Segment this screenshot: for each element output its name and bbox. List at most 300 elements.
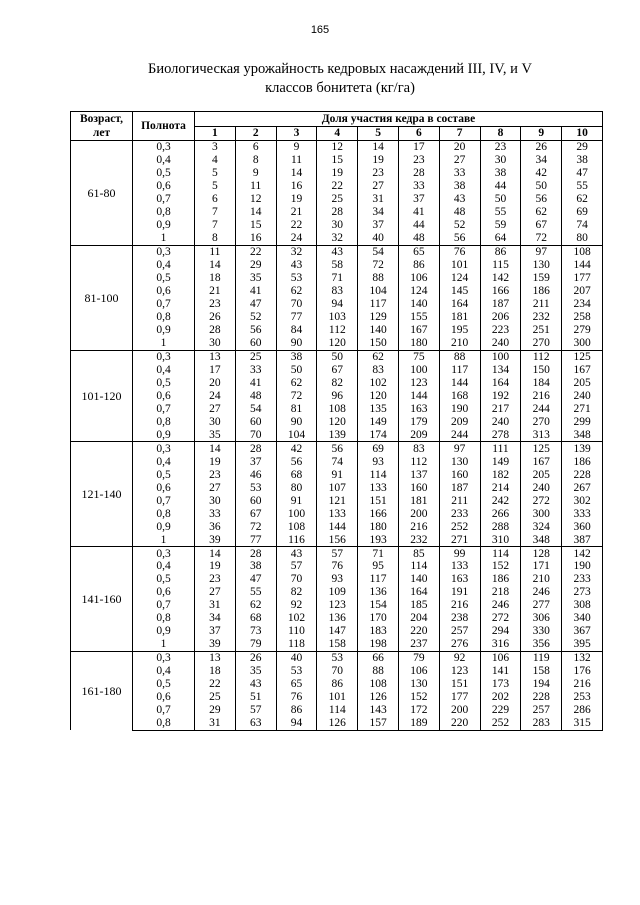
yield-cell: 348 xyxy=(521,533,562,546)
yield-cell: 84 xyxy=(276,324,317,337)
yield-cell: 15 xyxy=(235,219,276,232)
density-cell: 0,5 xyxy=(133,573,195,586)
yield-cell: 271 xyxy=(562,402,603,415)
yield-cell: 74 xyxy=(317,455,358,468)
yield-cell: 52 xyxy=(439,219,480,232)
yield-cell: 209 xyxy=(398,428,439,441)
yield-cell: 356 xyxy=(521,638,562,651)
yield-cell: 71 xyxy=(358,547,399,560)
yield-cell: 26 xyxy=(521,141,562,154)
yield-cell: 28 xyxy=(195,324,236,337)
yield-cell: 37 xyxy=(235,455,276,468)
yield-cell: 33 xyxy=(439,167,480,180)
yield-cell: 168 xyxy=(439,389,480,402)
yield-cell: 205 xyxy=(521,468,562,481)
table-row xyxy=(71,180,603,193)
yield-cell: 20 xyxy=(195,376,236,389)
yield-cell: 246 xyxy=(521,586,562,599)
yield-cell: 80 xyxy=(562,232,603,245)
yield-cell: 25 xyxy=(235,350,276,363)
table-row xyxy=(71,141,603,154)
yield-cell: 324 xyxy=(521,520,562,533)
yield-cell: 102 xyxy=(276,612,317,625)
table-row xyxy=(71,547,603,560)
table-row xyxy=(71,507,603,520)
yield-cell: 60 xyxy=(235,415,276,428)
age-group-cell: 81-100 xyxy=(71,245,133,350)
yield-cell: 75 xyxy=(398,350,439,363)
yield-cell: 63 xyxy=(235,717,276,730)
yield-cell: 41 xyxy=(235,376,276,389)
yield-cell: 194 xyxy=(521,678,562,691)
table-row xyxy=(71,167,603,180)
yield-cell: 94 xyxy=(317,298,358,311)
yield-cell: 330 xyxy=(521,625,562,638)
yield-cell: 163 xyxy=(398,402,439,415)
yield-cell: 102 xyxy=(358,376,399,389)
table-row xyxy=(71,560,603,573)
header-share: Доля участия кедра в составе xyxy=(195,112,603,127)
yield-cell: 40 xyxy=(276,651,317,664)
density-cell: 0,8 xyxy=(133,507,195,520)
yield-cell: 43 xyxy=(317,245,358,258)
yield-cell: 124 xyxy=(398,285,439,298)
yield-cell: 38 xyxy=(276,350,317,363)
density-cell: 0,6 xyxy=(133,481,195,494)
density-cell: 0,3 xyxy=(133,651,195,664)
yield-cell: 43 xyxy=(235,678,276,691)
table-row xyxy=(71,638,603,651)
yield-cell: 210 xyxy=(439,337,480,350)
yield-cell: 55 xyxy=(562,180,603,193)
yield-cell: 16 xyxy=(235,232,276,245)
yield-cell: 101 xyxy=(317,691,358,704)
table-row xyxy=(71,311,603,324)
yield-cell: 160 xyxy=(439,468,480,481)
yield-cell: 279 xyxy=(562,324,603,337)
table-row xyxy=(71,415,603,428)
yield-cell: 11 xyxy=(235,180,276,193)
yield-cell: 126 xyxy=(358,691,399,704)
table-row xyxy=(71,376,603,389)
yield-cell: 30 xyxy=(195,494,236,507)
yield-cell: 31 xyxy=(195,599,236,612)
yield-cell: 257 xyxy=(521,704,562,717)
table-row xyxy=(71,520,603,533)
yield-cell: 86 xyxy=(398,259,439,272)
yield-cell: 54 xyxy=(235,402,276,415)
yield-cell: 28 xyxy=(235,442,276,455)
yield-cell: 246 xyxy=(480,599,521,612)
yield-cell: 190 xyxy=(562,560,603,573)
yield-cell: 108 xyxy=(358,678,399,691)
density-cell: 0,5 xyxy=(133,167,195,180)
density-cell: 0,8 xyxy=(133,612,195,625)
yield-cell: 53 xyxy=(235,481,276,494)
yield-cell: 12 xyxy=(235,193,276,206)
density-cell: 0,7 xyxy=(133,494,195,507)
yield-cell: 11 xyxy=(195,245,236,258)
table-row xyxy=(71,350,603,363)
table-row xyxy=(71,324,603,337)
header-share-5: 5 xyxy=(358,126,399,141)
yield-cell: 267 xyxy=(562,481,603,494)
yield-cell: 316 xyxy=(480,638,521,651)
yield-cell: 272 xyxy=(480,612,521,625)
table-row xyxy=(71,678,603,691)
yield-cell: 191 xyxy=(439,586,480,599)
yield-cell: 8 xyxy=(235,154,276,167)
yield-cell: 27 xyxy=(195,481,236,494)
yield-cell: 103 xyxy=(317,311,358,324)
yield-cell: 123 xyxy=(439,665,480,678)
yield-cell: 9 xyxy=(276,141,317,154)
yield-cell: 22 xyxy=(276,219,317,232)
yield-cell: 93 xyxy=(317,573,358,586)
table-row xyxy=(71,389,603,402)
yield-cell: 136 xyxy=(358,586,399,599)
header-share-1: 1 xyxy=(195,126,236,141)
yield-cell: 114 xyxy=(480,547,521,560)
yield-cell: 240 xyxy=(480,337,521,350)
yield-cell: 90 xyxy=(276,337,317,350)
yield-cell: 56 xyxy=(521,193,562,206)
yield-cell: 15 xyxy=(317,154,358,167)
density-cell: 0,3 xyxy=(133,141,195,154)
yield-cell: 184 xyxy=(521,376,562,389)
table-row xyxy=(71,665,603,678)
yield-cell: 23 xyxy=(398,154,439,167)
yield-cell: 31 xyxy=(358,193,399,206)
yield-cell: 27 xyxy=(358,180,399,193)
yield-cell: 141 xyxy=(480,665,521,678)
yield-cell: 21 xyxy=(276,206,317,219)
yield-cell: 14 xyxy=(276,167,317,180)
density-cell: 0,4 xyxy=(133,259,195,272)
yield-cell: 200 xyxy=(398,507,439,520)
yield-cell: 158 xyxy=(521,665,562,678)
yield-cell: 19 xyxy=(317,167,358,180)
table-row xyxy=(71,402,603,415)
yield-cell: 229 xyxy=(480,704,521,717)
yield-cell: 23 xyxy=(358,167,399,180)
yield-cell: 272 xyxy=(521,494,562,507)
yield-cell: 5 xyxy=(195,180,236,193)
yield-cell: 104 xyxy=(276,428,317,441)
yield-cell: 56 xyxy=(317,442,358,455)
yield-cell: 23 xyxy=(195,468,236,481)
yield-cell: 216 xyxy=(439,599,480,612)
table-row xyxy=(71,285,603,298)
yield-cell: 134 xyxy=(480,363,521,376)
yield-cell: 119 xyxy=(521,651,562,664)
density-cell: 0,5 xyxy=(133,376,195,389)
yield-cell: 152 xyxy=(398,691,439,704)
yield-cell: 77 xyxy=(276,311,317,324)
yield-cell: 5 xyxy=(195,167,236,180)
yield-cell: 17 xyxy=(398,141,439,154)
yield-cell: 251 xyxy=(521,324,562,337)
yield-cell: 96 xyxy=(317,389,358,402)
yield-cell: 294 xyxy=(480,625,521,638)
yield-cell: 142 xyxy=(480,272,521,285)
yield-cell: 276 xyxy=(439,638,480,651)
yield-cell: 220 xyxy=(398,625,439,638)
yield-cell: 17 xyxy=(195,363,236,376)
yield-cell: 152 xyxy=(480,560,521,573)
yield-cell: 24 xyxy=(195,389,236,402)
yield-cell: 6 xyxy=(235,141,276,154)
table-row xyxy=(71,298,603,311)
yield-cell: 31 xyxy=(195,717,236,730)
yield-cell: 240 xyxy=(562,389,603,402)
yield-cell: 36 xyxy=(195,520,236,533)
yield-cell: 41 xyxy=(398,206,439,219)
yield-cell: 237 xyxy=(398,638,439,651)
yield-cell: 240 xyxy=(521,481,562,494)
yield-cell: 55 xyxy=(235,586,276,599)
yield-cell: 30 xyxy=(317,219,358,232)
yield-cell: 70 xyxy=(235,428,276,441)
yield-cell: 286 xyxy=(562,704,603,717)
density-cell: 0,4 xyxy=(133,154,195,167)
yield-cell: 238 xyxy=(439,612,480,625)
yield-cell: 52 xyxy=(235,311,276,324)
yield-cell: 167 xyxy=(562,363,603,376)
yield-cell: 367 xyxy=(562,625,603,638)
yield-cell: 147 xyxy=(317,625,358,638)
table-row xyxy=(71,717,603,730)
yield-cell: 130 xyxy=(521,259,562,272)
yield-cell: 34 xyxy=(358,206,399,219)
table-row xyxy=(71,533,603,546)
yield-cell: 27 xyxy=(195,586,236,599)
yield-cell: 108 xyxy=(276,520,317,533)
yield-cell: 60 xyxy=(235,494,276,507)
yield-cell: 164 xyxy=(439,298,480,311)
yield-cell: 114 xyxy=(317,704,358,717)
density-cell: 0,8 xyxy=(133,311,195,324)
yield-cell: 142 xyxy=(562,547,603,560)
yield-cell: 93 xyxy=(358,455,399,468)
yield-cell: 57 xyxy=(317,547,358,560)
yield-cell: 257 xyxy=(439,625,480,638)
yield-cell: 59 xyxy=(480,219,521,232)
yield-cell: 32 xyxy=(276,245,317,258)
yield-cell: 204 xyxy=(398,612,439,625)
yield-cell: 79 xyxy=(398,651,439,664)
yield-cell: 125 xyxy=(521,442,562,455)
yield-cell: 72 xyxy=(521,232,562,245)
yield-cell: 216 xyxy=(398,520,439,533)
table-row xyxy=(71,704,603,717)
density-cell: 1 xyxy=(133,533,195,546)
yield-cell: 234 xyxy=(562,298,603,311)
yield-cell: 47 xyxy=(235,298,276,311)
table-row xyxy=(71,206,603,219)
yield-cell: 66 xyxy=(358,651,399,664)
yield-cell: 83 xyxy=(317,285,358,298)
yield-cell: 158 xyxy=(317,638,358,651)
density-cell: 0,4 xyxy=(133,363,195,376)
yield-cell: 145 xyxy=(439,285,480,298)
yield-cell: 133 xyxy=(439,560,480,573)
yield-cell: 132 xyxy=(562,651,603,664)
yield-cell: 77 xyxy=(235,533,276,546)
yield-cell: 137 xyxy=(398,468,439,481)
density-cell: 1 xyxy=(133,337,195,350)
yield-cell: 120 xyxy=(317,415,358,428)
yield-cell: 28 xyxy=(235,547,276,560)
yield-cell: 200 xyxy=(439,704,480,717)
yield-cell: 100 xyxy=(276,507,317,520)
yield-cell: 118 xyxy=(276,638,317,651)
yield-cell: 19 xyxy=(195,455,236,468)
header-share-8: 8 xyxy=(480,126,521,141)
yield-cell: 53 xyxy=(276,665,317,678)
yield-cell: 211 xyxy=(521,298,562,311)
yield-cell: 68 xyxy=(276,468,317,481)
yield-cell: 27 xyxy=(195,402,236,415)
yield-cell: 271 xyxy=(439,533,480,546)
yield-cell: 278 xyxy=(480,428,521,441)
yield-cell: 42 xyxy=(276,442,317,455)
yield-cell: 33 xyxy=(398,180,439,193)
yield-cell: 173 xyxy=(480,678,521,691)
yield-cell: 22 xyxy=(235,245,276,258)
density-cell: 0,6 xyxy=(133,389,195,402)
yield-cell: 22 xyxy=(317,180,358,193)
yield-cell: 395 xyxy=(562,638,603,651)
density-cell: 0,6 xyxy=(133,285,195,298)
yield-cell: 115 xyxy=(480,259,521,272)
density-cell: 0,4 xyxy=(133,560,195,573)
density-cell: 0,7 xyxy=(133,402,195,415)
yield-cell: 29 xyxy=(235,259,276,272)
yield-cell: 32 xyxy=(317,232,358,245)
yield-cell: 185 xyxy=(398,599,439,612)
header-share-3: 3 xyxy=(276,126,317,141)
yield-cell: 70 xyxy=(276,298,317,311)
yield-cell: 48 xyxy=(439,206,480,219)
yield-cell: 210 xyxy=(521,573,562,586)
page-title xyxy=(80,60,600,98)
yield-cell: 156 xyxy=(317,533,358,546)
yield-cell: 64 xyxy=(480,232,521,245)
yield-cell: 114 xyxy=(398,560,439,573)
age-group-cell: 141-160 xyxy=(71,547,133,652)
yield-cell: 100 xyxy=(480,350,521,363)
yield-cell: 70 xyxy=(276,573,317,586)
yield-cell: 97 xyxy=(521,245,562,258)
yield-cell: 14 xyxy=(358,141,399,154)
yield-cell: 299 xyxy=(562,415,603,428)
yield-cell: 333 xyxy=(562,507,603,520)
yield-cell: 62 xyxy=(521,206,562,219)
yield-cell: 112 xyxy=(317,324,358,337)
yield-cell: 242 xyxy=(480,494,521,507)
yield-cell: 189 xyxy=(398,717,439,730)
yield-cell: 140 xyxy=(358,324,399,337)
yield-cell: 114 xyxy=(358,468,399,481)
yield-cell: 164 xyxy=(480,376,521,389)
yield-cell: 30 xyxy=(480,154,521,167)
yield-cell: 139 xyxy=(562,442,603,455)
table-row xyxy=(71,691,603,704)
yield-cell: 186 xyxy=(521,285,562,298)
yield-cell: 3 xyxy=(195,141,236,154)
header-share-2: 2 xyxy=(235,126,276,141)
yield-cell: 180 xyxy=(398,337,439,350)
yield-cell: 300 xyxy=(562,337,603,350)
yield-cell: 18 xyxy=(195,665,236,678)
yield-cell: 133 xyxy=(317,507,358,520)
header-share-9: 9 xyxy=(521,126,562,141)
yield-cell: 130 xyxy=(439,455,480,468)
table-row xyxy=(71,272,603,285)
yield-cell: 37 xyxy=(195,625,236,638)
header-share-10: 10 xyxy=(562,126,603,141)
yield-cell: 60 xyxy=(235,337,276,350)
density-cell: 1 xyxy=(133,638,195,651)
yield-cell: 74 xyxy=(562,219,603,232)
density-cell: 0,9 xyxy=(133,219,195,232)
yield-cell: 65 xyxy=(276,678,317,691)
density-cell: 0,9 xyxy=(133,520,195,533)
yield-cell: 117 xyxy=(358,573,399,586)
yield-cell: 47 xyxy=(562,167,603,180)
header-share-7: 7 xyxy=(439,126,480,141)
table-row xyxy=(71,599,603,612)
yield-cell: 97 xyxy=(439,442,480,455)
yield-cell: 179 xyxy=(398,415,439,428)
density-cell: 0,5 xyxy=(133,272,195,285)
yield-cell: 209 xyxy=(439,415,480,428)
yield-cell: 217 xyxy=(480,402,521,415)
yield-cell: 20 xyxy=(439,141,480,154)
table-row xyxy=(71,612,603,625)
table-body xyxy=(71,141,603,731)
yield-cell: 151 xyxy=(358,494,399,507)
yield-cell: 55 xyxy=(480,206,521,219)
yield-cell: 120 xyxy=(317,337,358,350)
yield-cell: 144 xyxy=(562,259,603,272)
yield-cell: 53 xyxy=(276,272,317,285)
age-group-cell: 101-120 xyxy=(71,350,133,442)
yield-cell: 104 xyxy=(358,285,399,298)
yield-cell: 106 xyxy=(480,651,521,664)
yield-cell: 80 xyxy=(276,481,317,494)
yield-cell: 76 xyxy=(276,691,317,704)
yield-cell: 253 xyxy=(562,691,603,704)
yield-cell: 110 xyxy=(276,625,317,638)
yield-cell: 150 xyxy=(521,363,562,376)
density-cell: 0,4 xyxy=(133,455,195,468)
yield-cell: 129 xyxy=(358,311,399,324)
title-line-1: Биологическая урожайность кедровых насаждений III, IV, и V xyxy=(148,61,532,77)
yield-cell: 174 xyxy=(358,428,399,441)
yield-cell: 270 xyxy=(521,337,562,350)
yield-cell: 67 xyxy=(317,363,358,376)
yield-cell: 106 xyxy=(398,272,439,285)
yield-cell: 43 xyxy=(439,193,480,206)
yield-cell: 14 xyxy=(235,206,276,219)
yield-cell: 252 xyxy=(439,520,480,533)
yield-cell: 170 xyxy=(358,612,399,625)
table-row xyxy=(71,455,603,468)
yield-cell: 33 xyxy=(195,507,236,520)
yield-cell: 149 xyxy=(358,415,399,428)
